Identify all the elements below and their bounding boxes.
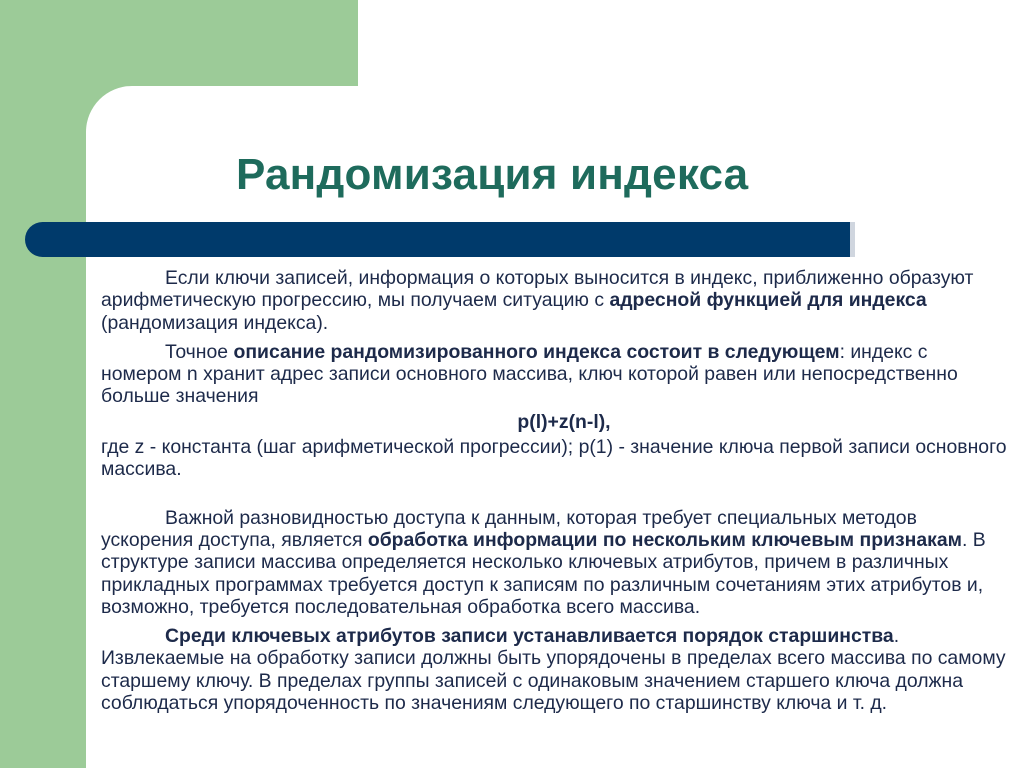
paragraph-1-bold: адресной функцией для индекса	[609, 289, 927, 312]
paragraph-4-text-2: . В структуре записи массива определяется несколько ключевых атрибутов, причем в различных прикладных программах требуется доступ к записям по различным сочетаниям этих атрибутов и, возможно, требуется последовательная обработка всего массива.	[101, 528, 986, 618]
paragraph-4	[101, 507, 1013, 618]
paragraph-1-text-2: (рандомизация индекса).	[101, 311, 329, 334]
paragraph-1-text-1: Если ключи записей, информация о которых выносится в индекс, приближенно образуют арифметическую прогрессию, мы получаем ситуацию с	[101, 267, 974, 312]
paragraph-3: где z - константа (шаг арифметической прогрессии); р(1) - значение ключа первой записи основного массива.	[101, 436, 1007, 481]
slide-body	[101, 267, 1013, 714]
formula: p(l)+z(n-l),	[517, 410, 611, 433]
paragraph-1	[101, 267, 1013, 334]
paragraph-5-bold: Среди ключевых атрибутов записи устанавливается порядок старшинства	[165, 625, 894, 648]
paragraph-2-bold: описание рандомизированного индекса состоит в следующем	[233, 340, 840, 363]
paragraph-2	[101, 341, 1013, 408]
paragraph-4-bold: обработка информации по нескольким ключевым признакам	[367, 528, 962, 551]
paragraph-2-text-2: : индекс с номером n хранит адрес записи основного массива, ключ которой равен или непосредственно больше значения	[101, 340, 958, 408]
bar-end-cap	[850, 222, 855, 257]
slide-title: Рандомизация индекса	[236, 150, 749, 199]
paragraph-4-text-1: Важной разновидностью доступа к данным, которая требует специальных методов ускорения доступа, является	[101, 506, 917, 551]
paragraph-5-text-1: . Извлекаемые на обработку записи должны быть упорядочены в пределах всего массива по самому старшему ключу. В пределах группы записей с одинаковым значением старшего ключа должна соблюдаться упорядоченность по значениям следующего по старшинству ключа и т. д.	[101, 625, 1006, 715]
paragraph-5	[101, 625, 1013, 714]
title-underline-bar	[25, 222, 855, 257]
paragraph-2-text-1: Точное	[165, 340, 234, 363]
